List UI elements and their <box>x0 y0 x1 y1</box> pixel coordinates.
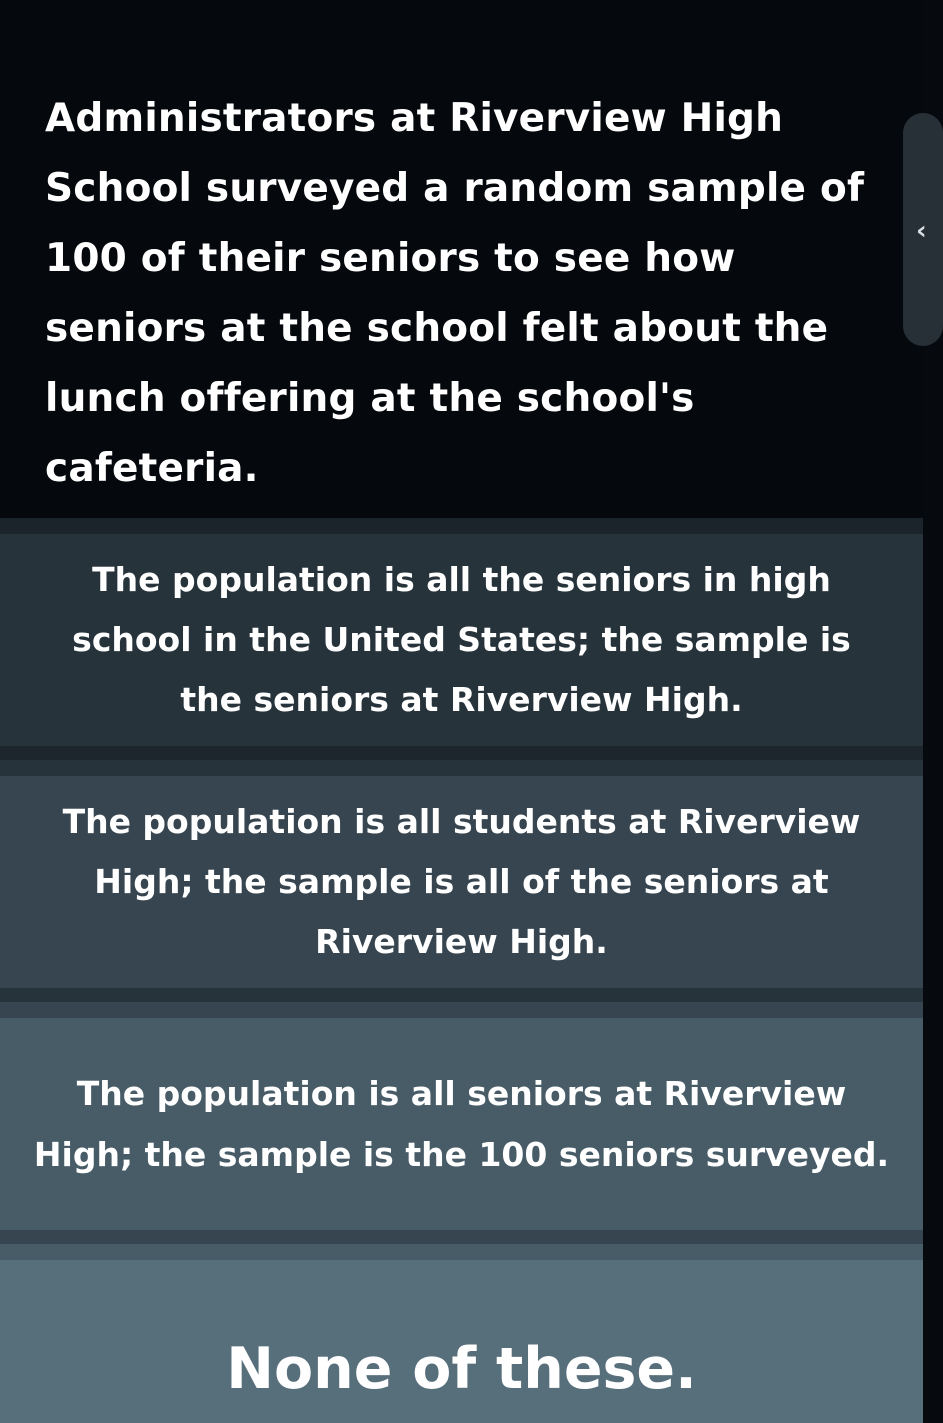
side-panel-tab[interactable] <box>903 113 943 346</box>
question-text: Administrators at Riverview High School surveyed a random sample of 100 of their seniors to see how seniors at the school felt about the lunch offering at the school's cafeteria. <box>45 96 865 491</box>
answer-option-1[interactable] <box>0 518 923 760</box>
question-panel <box>0 0 923 518</box>
answer-option-label: The population is all the seniors in high school in the United States; the sample is the seniors at Riverview High. <box>72 560 851 719</box>
answer-option-4[interactable] <box>0 1244 923 1423</box>
chevron-left-icon: ‹ <box>916 216 927 246</box>
answer-option-label: The population is all seniors at Riverview High; the sample is the 100 seniors surveyed. <box>33 1074 890 1174</box>
answer-option-label: The population is all students at Riverview High; the sample is all of the seniors at Riverview High. <box>62 802 861 961</box>
answer-option-3[interactable] <box>0 1002 923 1244</box>
answer-option-label: None of these. <box>226 1336 697 1402</box>
answer-option-2[interactable] <box>0 760 923 1002</box>
